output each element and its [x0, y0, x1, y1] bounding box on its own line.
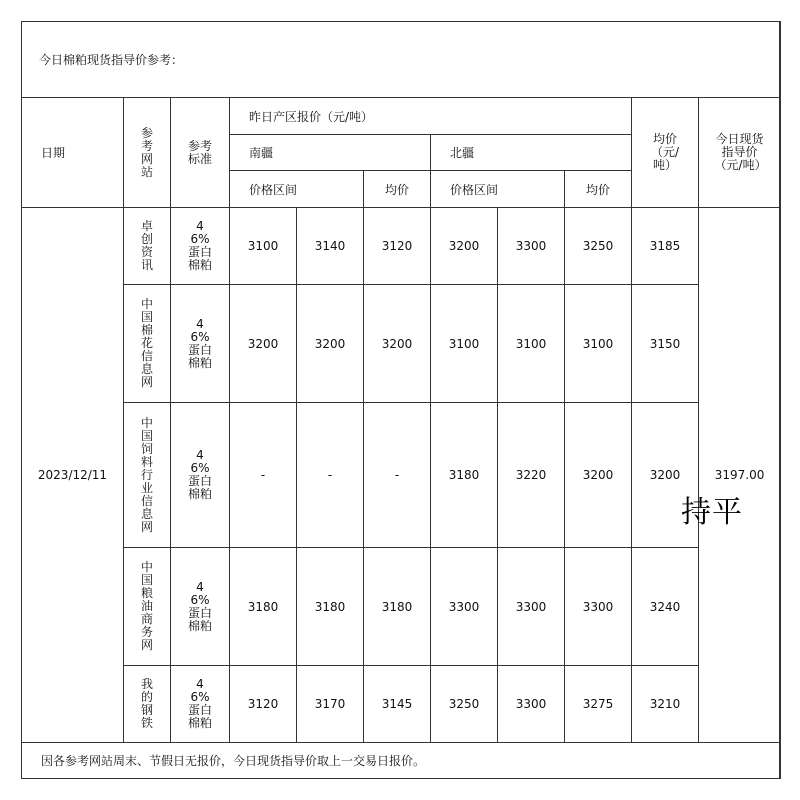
south-avg: -	[364, 403, 431, 548]
header-guide: 今日现货指导价（元/吨）	[714, 132, 767, 172]
header-north: 北疆	[431, 135, 632, 171]
south-low: -	[230, 403, 297, 548]
header-north-range: 价格区间	[431, 171, 565, 208]
header-date: 日期	[22, 98, 124, 208]
north-high: 3300	[498, 666, 565, 743]
footnote-row	[22, 743, 781, 779]
table-row	[22, 208, 781, 285]
standard-cell: 46%蛋白棉粕	[187, 677, 212, 730]
site-name: 中国棉花信息网	[140, 297, 153, 389]
south-high: 3180	[297, 548, 364, 666]
overall-avg: 3210	[632, 666, 699, 743]
north-high: 3300	[498, 208, 565, 285]
site-name: 卓创资讯	[140, 219, 153, 272]
date-cell: 2023/12/11	[22, 208, 124, 743]
overall-avg: 3200	[632, 403, 699, 548]
header-south-avg: 均价	[364, 171, 431, 208]
header-row-1	[22, 98, 781, 135]
north-avg: 3250	[565, 208, 632, 285]
footnote: 因各参考网站周末、节假日无报价，今日现货指导价取上一交易日报价。	[22, 743, 781, 779]
intro-row	[22, 22, 781, 98]
site-name: 我的钢铁	[140, 677, 153, 730]
header-south-range: 价格区间	[230, 171, 364, 208]
table-row	[22, 403, 781, 548]
header-yesterday: 昨日产区报价（元/吨）	[230, 98, 632, 135]
trend-label: 持平	[681, 495, 743, 530]
table-row	[22, 666, 781, 743]
south-high: 3170	[297, 666, 364, 743]
standard-cell: 46%蛋白棉粕	[187, 579, 212, 633]
site-name: 中国粮油商务网	[140, 560, 153, 652]
table-row	[22, 285, 781, 403]
north-avg: 3300	[565, 548, 632, 666]
north-avg: 3200	[565, 403, 632, 548]
south-low: 3100	[230, 208, 297, 285]
standard-cell: 46%蛋白棉粕	[187, 448, 212, 501]
overall-avg: 3240	[632, 548, 699, 666]
south-high: 3140	[297, 208, 364, 285]
guide-price: 3197.00	[699, 208, 781, 743]
header-site: 参考网站	[140, 125, 153, 179]
header-north-avg: 均价	[565, 171, 632, 208]
south-low: 3120	[230, 666, 297, 743]
north-high: 3300	[498, 548, 565, 666]
south-low: 3200	[230, 285, 297, 403]
south-high: 3200	[297, 285, 364, 403]
standard-cell: 46%蛋白棉粕	[187, 316, 212, 370]
south-avg: 3120	[364, 208, 431, 285]
north-low: 3100	[431, 285, 498, 403]
south-avg: 3145	[364, 666, 431, 743]
price-table	[21, 21, 781, 779]
header-south: 南疆	[230, 135, 431, 171]
header-overall-avg: 均价（元/吨）	[650, 132, 680, 172]
north-low: 3300	[431, 548, 498, 666]
standard-cell: 46%蛋白棉粕	[187, 219, 212, 272]
south-avg: 3200	[364, 285, 431, 403]
north-high: 3220	[498, 403, 565, 548]
north-avg: 3275	[565, 666, 632, 743]
south-low: 3180	[230, 548, 297, 666]
intro-text: 今日棉粕现货指导价参考：	[22, 22, 781, 98]
north-low: 3200	[431, 208, 498, 285]
header-standard: 参考标准	[187, 138, 212, 166]
south-high: -	[297, 403, 364, 548]
north-low: 3180	[431, 403, 498, 548]
table-row	[22, 548, 781, 666]
north-high: 3100	[498, 285, 565, 403]
south-avg: 3180	[364, 548, 431, 666]
overall-avg: 3185	[632, 208, 699, 285]
overall-avg: 3150	[632, 285, 699, 403]
north-low: 3250	[431, 666, 498, 743]
site-name: 中国饲料行业信息网	[140, 415, 153, 534]
north-avg: 3100	[565, 285, 632, 403]
